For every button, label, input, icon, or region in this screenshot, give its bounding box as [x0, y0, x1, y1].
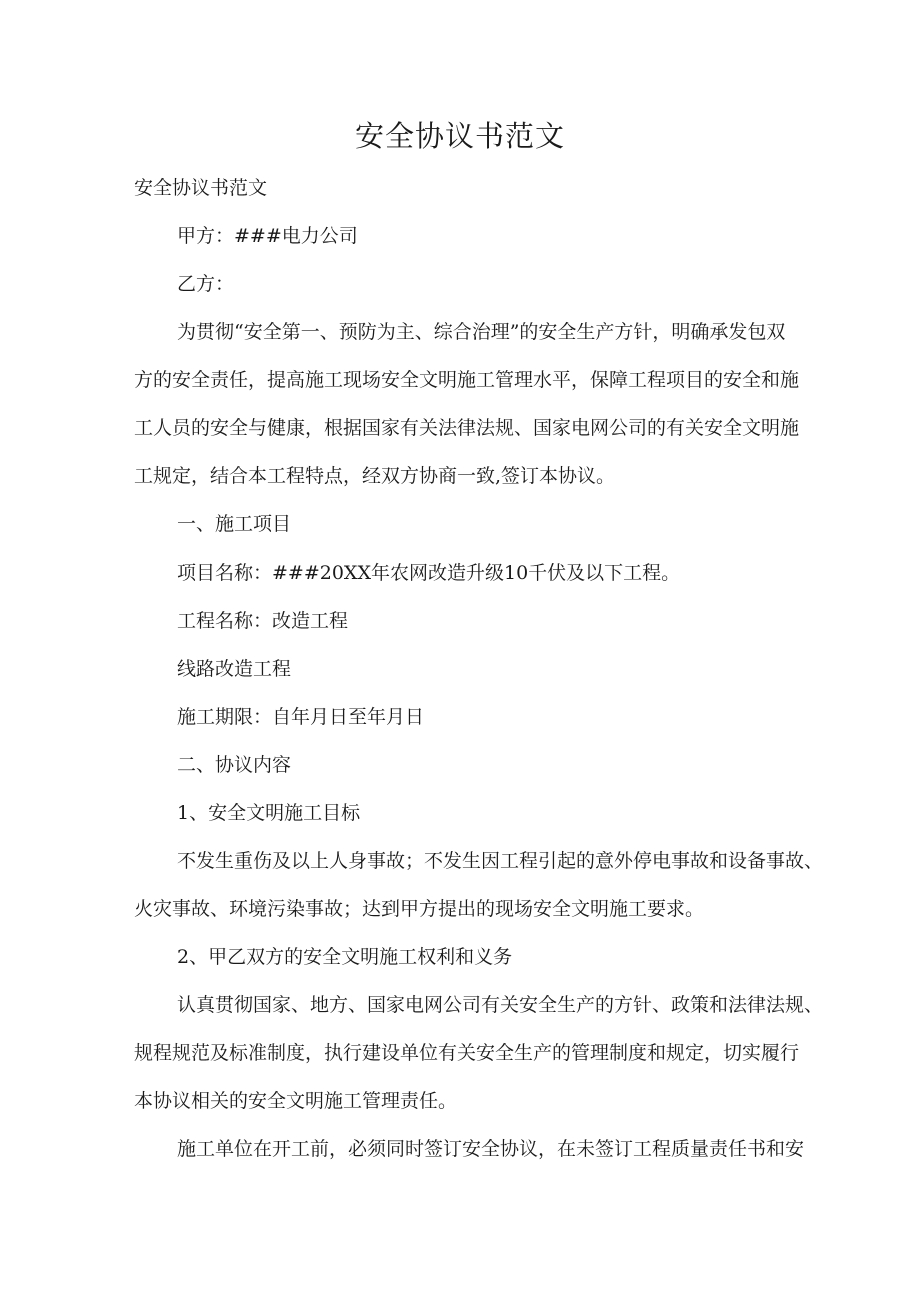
item1-text-line-2: 火灾事故、环境污染事故；达到甲方提出的现场安全文明施工要求。	[134, 898, 705, 920]
section2-heading: 二、协议内容	[177, 754, 292, 776]
document-subtitle: 安全协议书范文	[134, 177, 268, 199]
project-name: 项目名称：###20XX年农网改造升级10千伏及以下工程。	[177, 562, 681, 584]
item1-heading: 1、安全文明施工目标	[177, 802, 361, 824]
engineering-name: 工程名称：改造工程	[177, 610, 349, 632]
party-b: 乙方：	[177, 273, 235, 295]
document-title: 安全协议书范文	[354, 119, 565, 153]
item2-text2-line-1: 施工单位在开工前，必须同时签订安全协议，在未签订工程质量责任书和安	[177, 1138, 805, 1160]
intro-line-2: 方的安全责任，提高施工现场安全文明施工管理水平，保障工程项目的安全和施	[134, 369, 800, 391]
construction-period: 施工期限：自年月日至年月日	[177, 706, 425, 728]
intro-line-3: 工人员的安全与健康，根据国家有关法律法规、国家电网公司的有关安全文明施	[134, 417, 800, 439]
item2-text-line-2: 规程规范及标准制度，执行建设单位有关安全生产的管理制度和规定，切实履行	[134, 1042, 800, 1064]
section1-heading: 一、施工项目	[177, 513, 292, 535]
intro-line-1: 为贯彻“安全第一、预防为主、综合治理”的安全生产方针，明确承发包双	[177, 321, 786, 343]
line-item: 线路改造工程	[177, 658, 292, 680]
item2-text-line-1: 认真贯彻国家、地方、国家电网公司有关安全生产的方针、政策和法律法规、	[177, 994, 824, 1016]
item1-text-line-1: 不发生重伤及以上人身事故；不发生因工程引起的意外停电事故和设备事故、	[177, 850, 824, 872]
item2-heading: 2、甲乙双方的安全文明施工权利和义务	[177, 946, 513, 968]
item2-text-line-3: 本协议相关的安全文明施工管理责任。	[134, 1090, 458, 1112]
intro-line-4: 工规定，结合本工程特点，经双方协商一致,签订本协议。	[134, 465, 616, 487]
party-a: 甲方：###电力公司	[177, 225, 358, 247]
